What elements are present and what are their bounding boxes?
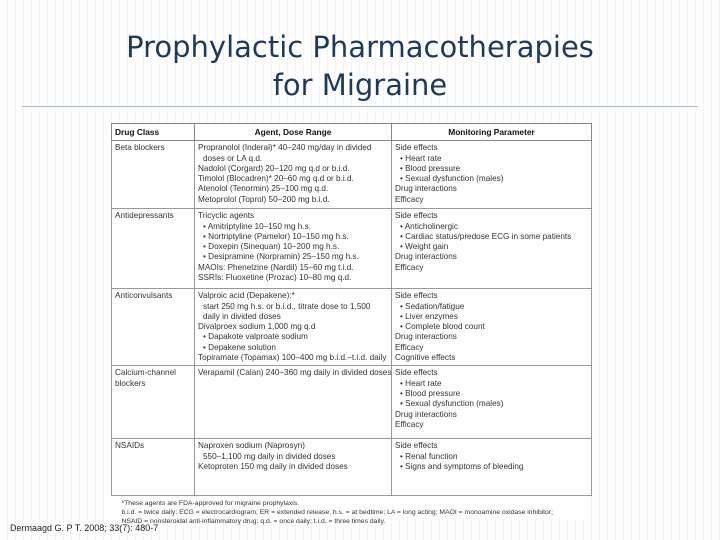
agent-line: MAOIs: Phenelzine (Nardil) 15–60 mg t.i.d. [198,262,354,272]
monitoring-line: Side effects [395,291,438,301]
monitoring-bullet: • Cardiac status/predose ECG in some patients [395,232,588,242]
agent-cell [195,366,392,439]
monitoring-line: Side effects [395,441,438,451]
monitoring-bullet: • Sexual dysfunction (males) [395,399,588,409]
table-row [112,141,592,209]
monitoring-bullet: • Weight gain [395,242,588,252]
agent-line: Nadolol (Corgard) 20–120 mg q.d or b.i.d. [198,163,350,173]
agent-line: Divalproex sodium 1,000 mg q.d [198,322,316,332]
table-footnote-row [112,496,592,527]
drug-class-cell [112,141,195,209]
agent-line: Atenolol (Tenormin) 25–100 mg q.d. [198,184,329,194]
monitoring-cell [392,209,592,289]
title-divider [22,106,698,107]
agent-line: Topiramate (Topamax) 100–400 mg b.i.d.–t.i.d. daily [198,353,387,363]
monitoring-line: Efficacy [395,342,424,352]
agent-line: SSRIs: Fluoxetine (Prozac) 10–80 mg q.d. [198,273,352,283]
monitoring-cell [392,289,592,366]
drug-class-cell [112,439,195,496]
monitoring-bullet: • Liver enzymes [395,312,588,322]
table-row [112,439,592,496]
agent-cell [195,141,392,209]
drug-class-text: NSAIDs [115,441,145,451]
agent-line: Ketoproten 150 mg daily in divided doses [198,461,348,471]
monitoring-bullet: • Sexual dysfunction (males) [395,174,588,184]
drug-class-cell [112,366,195,439]
monitoring-line: Efficacy [395,419,424,429]
monitoring-bullet: • Heart rate [395,379,588,389]
table-row [112,289,592,366]
table-row [112,209,592,289]
agent-line: start 250 mg h.s. or b.i.d., titrate dose to 1,500 [203,301,371,311]
header-drug-class: Drug Class [112,124,195,141]
monitoring-line: Cognitive effects [395,353,456,363]
agent-line: Propranolol (Inderal)* 40–240 mg/day in divided [198,143,372,153]
agent-bullet: • Dapakote valproate sodium [198,332,388,342]
agent-bullet: • Doxepin (Sinequan) 10–200 mg h.s. [198,242,388,252]
table-row [112,366,592,439]
agent-line: Verapamil (Calan) 240–360 mg daily in divided doses [198,368,392,378]
monitoring-line: Efficacy [395,194,424,204]
agent-line: daily in divided doses [203,311,281,321]
agent-cell [195,439,392,496]
slide-title-line-2: for Migraine [272,68,448,102]
table-header-row [112,124,592,141]
monitoring-line: Side effects [395,143,438,153]
monitoring-bullet: • Anticholinergic [395,222,588,232]
monitoring-bullet: • Heart rate [395,154,588,164]
agent-line: Tricyclic agents [198,211,255,221]
header-agent-dose: Agent, Dose Range [195,124,392,141]
slide-title-line-1: Prophylactic Pharmacotherapies [126,30,594,64]
monitoring-bullet: • Renal function [395,452,588,462]
monitoring-bullet: • Blood pressure [395,389,588,399]
monitoring-bullet: • Sedation/fatigue [395,302,588,312]
monitoring-line: Efficacy [395,262,424,272]
agent-bullet: • Desipramine (Norpramin) 25–150 mg h.s. [198,252,388,262]
agent-line: Metoprolol (Toprol) 50–200 mg b.i.d. [198,194,330,204]
agent-line: Timolol (Blocadren)* 20–60 mg q.d or b.i.d. [198,174,354,184]
agent-cell [195,289,392,366]
agent-bullet: • Depakene solution [198,343,388,353]
drug-class-text: blockers [115,378,146,388]
monitoring-line: Drug interactions [395,184,457,194]
slide-title [60,28,660,104]
header-monitoring: Monitoring Parameter [392,124,592,141]
drug-class-text: Anticonvulsants [115,291,173,301]
drug-class-cell [112,289,195,366]
monitoring-line: Side effects [395,211,438,221]
citation: Dermaagd G. P T. 2008; 33(7): 480-7 [10,523,159,533]
agent-cell [195,209,392,289]
monitoring-cell [392,439,592,496]
monitoring-line: Drug interactions [395,252,457,262]
footnote-line: NSAID = nonsteroidal anti-inflammatory drug; q.d. = once daily; t.i.d. = three times daily. [121,517,386,525]
drug-class-cell [112,209,195,289]
table-footnotes [112,496,592,527]
monitoring-cell [392,141,592,209]
monitoring-bullet: • Blood pressure [395,164,588,174]
footnote-line: b.i.d. = twice daily; ECG = electrocardiogram; ER = extended release; h.s. = at bedtime; LA = long acting; MAOI = monoamine oxidase inhibitor; [121,509,553,517]
drug-class-text: Antidepressants [115,211,174,221]
footnote-line: *These agents are FDA-approved for migraine prophylaxis. [121,500,300,508]
monitoring-line: Drug interactions [395,332,457,342]
drug-class-text: Calcium-channel [115,368,176,378]
agent-line: Naproxen sodium (Naprosyn) [198,441,305,451]
agent-line: 550–1,100 mg daily in divided doses [203,451,336,461]
monitoring-line: Side effects [395,368,438,378]
monitoring-cell [392,366,592,439]
drug-table [111,123,592,527]
monitoring-line: Drug interactions [395,409,457,419]
monitoring-bullet: • Signs and symptoms of bleeding [395,462,588,472]
agent-bullet: • Nortriptyline (Pamelor) 10–150 mg h.s. [198,232,388,242]
monitoring-bullet: • Complete blood count [395,322,588,332]
drug-class-text: Beta blockers [115,143,165,153]
drug-table-image [111,123,591,525]
agent-line: Valproic acid (Depakene):* [198,291,295,301]
agent-bullet: • Amitriptyline 10–150 mg h.s. [198,222,388,232]
agent-line: doses or LA q.d. [203,153,263,163]
